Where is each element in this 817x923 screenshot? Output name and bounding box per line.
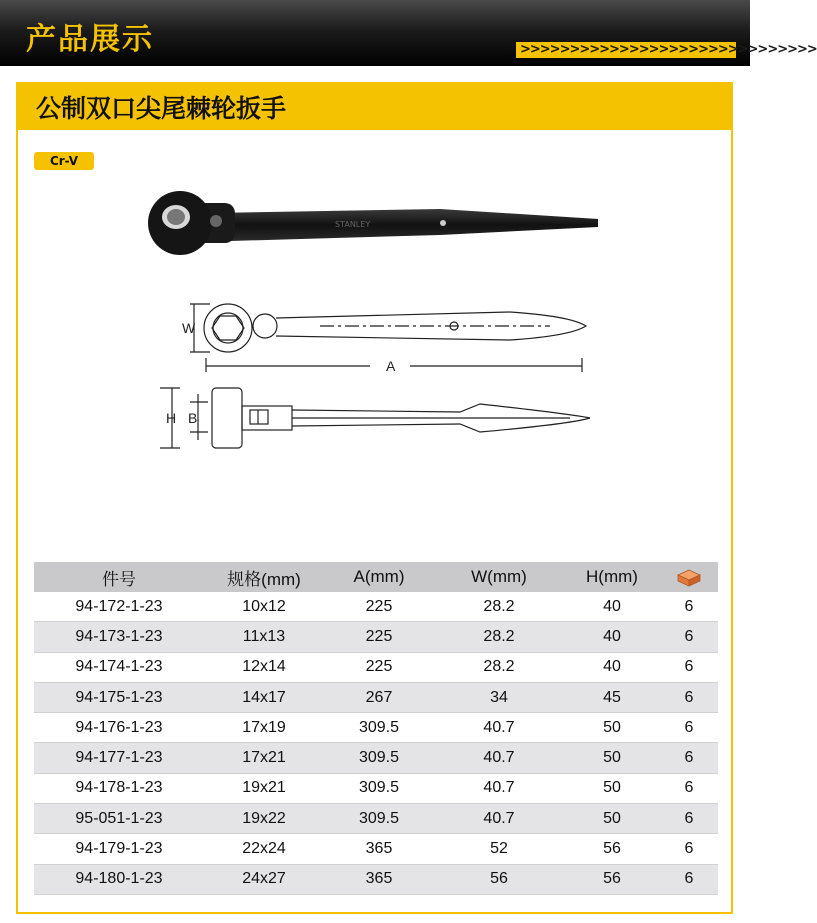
table-header-row <box>34 562 718 592</box>
dim-a-label: A <box>386 358 396 374</box>
cell-a-value: 225 <box>365 597 393 615</box>
banner-arrows: >>>>>>>>>>>>>>>>>>>>>>>>>>>>>> <box>516 42 736 58</box>
cell-w-value: 28.2 <box>483 627 515 645</box>
cell-h-value: 50 <box>603 749 621 767</box>
cell-h-value: 40 <box>603 627 621 645</box>
cell-h-value: 40 <box>603 597 621 615</box>
cell-h-value: 50 <box>603 809 621 827</box>
cell-part-no: 94-178-1-23 <box>75 779 163 797</box>
cell-h-value: 50 <box>603 779 621 797</box>
table-row <box>34 653 718 683</box>
cell-pack-qty: 6 <box>684 749 694 767</box>
cell-part-no: 94-172-1-23 <box>75 597 163 615</box>
cell-h-value: 56 <box>603 840 621 858</box>
cell-spec: 14x17 <box>242 688 286 706</box>
cell-a-value: 365 <box>365 870 393 888</box>
table-row <box>34 804 718 834</box>
cell-w-value: 28.2 <box>483 658 515 676</box>
cell-a-value: 267 <box>365 688 393 706</box>
cell-a-value: 309.5 <box>358 749 400 767</box>
cell-pack-qty: 6 <box>684 627 694 645</box>
col-header-part-no: 件号 <box>102 569 136 589</box>
cell-spec: 24x27 <box>242 870 286 888</box>
cell-pack-qty: 6 <box>684 718 694 736</box>
cell-part-no: 94-180-1-23 <box>75 870 163 888</box>
table-row <box>34 774 718 804</box>
col-header-h: H(mm) <box>586 567 638 586</box>
dim-b-label: B <box>188 410 198 426</box>
cell-spec: 19x21 <box>242 779 286 797</box>
cell-spec: 17x21 <box>242 749 286 767</box>
cell-part-no: 94-176-1-23 <box>75 718 163 736</box>
table-row <box>34 622 718 652</box>
cell-h-value: 45 <box>603 688 621 706</box>
cell-w-value: 28.2 <box>483 597 515 615</box>
cell-part-no: 94-173-1-23 <box>75 627 163 645</box>
col-header-a: A(mm) <box>353 567 405 586</box>
banner-title: 产品展示 <box>26 22 154 57</box>
cell-h-value: 40 <box>603 658 621 676</box>
cell-spec: 17x19 <box>242 718 286 736</box>
top-banner <box>0 0 817 66</box>
cell-spec: 19x22 <box>242 809 286 827</box>
cell-a-value: 309.5 <box>358 779 400 797</box>
cell-a-value: 225 <box>365 658 393 676</box>
cell-w-value: 40.7 <box>483 749 515 767</box>
cell-pack-qty: 6 <box>684 779 694 797</box>
side-view-diagram <box>150 380 600 460</box>
col-header-w: W(mm) <box>471 567 527 586</box>
cell-part-no: 95-051-1-23 <box>75 809 163 827</box>
cell-h-value: 56 <box>603 870 621 888</box>
dim-w-label: W <box>182 320 196 336</box>
cell-pack-qty: 6 <box>684 870 694 888</box>
dim-h-label: H <box>166 410 177 426</box>
cell-pack-qty: 6 <box>684 658 694 676</box>
cell-w-value: 52 <box>490 840 508 858</box>
cell-spec: 11x13 <box>242 627 286 645</box>
cell-w-value: 40.7 <box>483 718 515 736</box>
cell-a-value: 309.5 <box>358 809 400 827</box>
cell-spec: 22x24 <box>242 840 286 858</box>
cell-w-value: 34 <box>490 688 508 706</box>
cell-h-value: 50 <box>603 718 621 736</box>
wrench-photo <box>140 175 610 275</box>
table-row <box>34 592 718 622</box>
cell-pack-qty: 6 <box>684 809 694 827</box>
section-title: 公制双口尖尾棘轮扳手 <box>36 94 287 123</box>
cell-pack-qty: 6 <box>684 840 694 858</box>
cell-a-value: 225 <box>365 627 393 645</box>
cell-part-no: 94-175-1-23 <box>75 688 163 706</box>
cell-w-value: 40.7 <box>483 809 515 827</box>
cell-w-value: 56 <box>490 870 508 888</box>
box-icon <box>677 569 701 587</box>
material-badge: Cr-V <box>34 152 94 170</box>
col-header-spec: 规格(mm) <box>227 569 301 589</box>
cell-part-no: 94-174-1-23 <box>75 658 163 676</box>
cell-spec: 10x12 <box>242 597 286 615</box>
spec-table <box>34 562 718 895</box>
cell-pack-qty: 6 <box>684 688 694 706</box>
cell-part-no: 94-177-1-23 <box>75 749 163 767</box>
col-header-pack <box>660 567 718 587</box>
table-row <box>34 683 718 713</box>
cell-a-value: 365 <box>365 840 393 858</box>
table-row <box>34 743 718 773</box>
table-row <box>34 713 718 743</box>
cell-pack-qty: 6 <box>684 597 694 615</box>
cell-spec: 12x14 <box>242 658 286 676</box>
table-row <box>34 834 718 864</box>
top-view-diagram <box>170 290 600 380</box>
table-row <box>34 865 718 895</box>
cell-w-value: 40.7 <box>483 779 515 797</box>
cell-a-value: 309.5 <box>358 718 400 736</box>
cell-part-no: 94-179-1-23 <box>75 840 163 858</box>
brand-text: STANLEY <box>335 220 371 229</box>
